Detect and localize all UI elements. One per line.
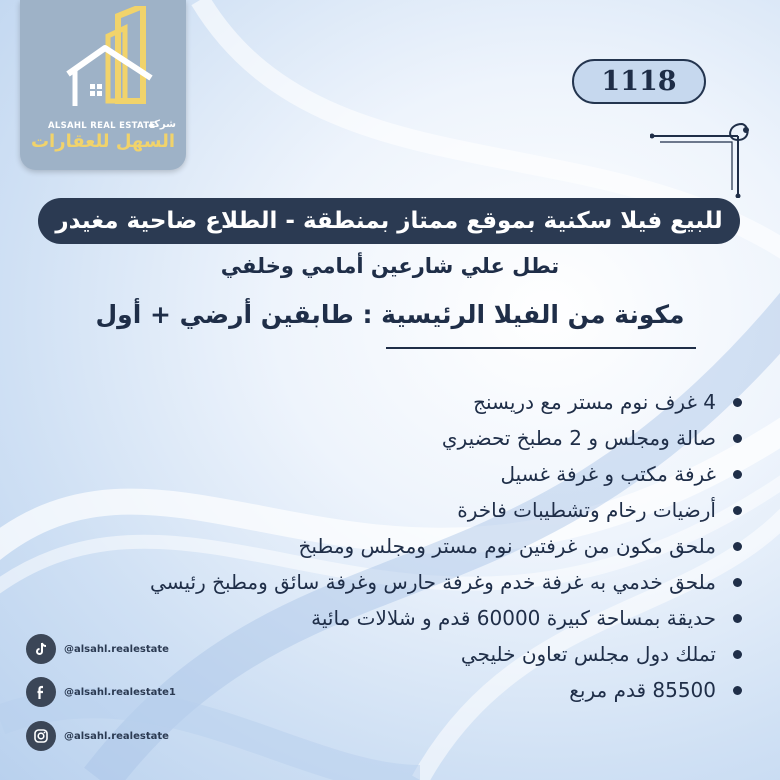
company-logo (20, 0, 186, 170)
social-instagram[interactable] (26, 721, 169, 751)
feature-text: غرفة مكتب و غرفة غسيل (500, 462, 716, 486)
feature-text: ملحق مكون من غرفتين نوم مستر ومجلس ومطبخ (298, 534, 716, 558)
corner-ornament-icon (650, 118, 770, 198)
bullet-icon (733, 542, 742, 551)
facebook-icon[interactable] (26, 677, 56, 707)
feature-text: أرضيات رخام وتشطيبات فاخرة (457, 498, 716, 522)
bullet-icon (733, 434, 742, 443)
subtitle-text: تطل علي شارعين أمامي وخلفي (220, 254, 560, 278)
list-item (182, 636, 742, 672)
list-item (182, 384, 742, 420)
bullet-icon (733, 686, 742, 695)
feature-text: صالة ومجلس و 2 مطبخ تحضيري (441, 426, 716, 450)
instagram-icon[interactable] (26, 721, 56, 751)
house-building-logo-icon (63, 6, 153, 116)
tiktok-handle[interactable]: @alsahl.realestate (64, 643, 169, 655)
bullet-icon (733, 578, 742, 587)
feature-text: ملحق خدمي به غرفة خدم وغرفة حارس وغرفة سائق ومطبخ رئيسي (149, 570, 716, 594)
bullet-icon (733, 650, 742, 659)
list-item (182, 528, 742, 564)
bullet-icon (733, 506, 742, 515)
divider-line (386, 347, 696, 349)
feature-text: تملك دول مجلس تعاون خليجي (460, 642, 716, 666)
list-item (182, 672, 742, 708)
feature-text: حديقة بمساحة كبيرة 60000 قدم و شلالات مائية (311, 606, 716, 630)
logo-arabic-name: السهل للعقارات (30, 131, 176, 152)
bullet-icon (733, 470, 742, 479)
instagram-handle[interactable]: @alsahl.realestate (64, 730, 169, 742)
features-list (149, 384, 742, 708)
tiktok-icon[interactable] (26, 634, 56, 664)
bullet-icon (733, 398, 742, 407)
reference-number-badge: 1118 (572, 59, 706, 104)
social-tiktok[interactable] (26, 634, 169, 664)
list-item (182, 600, 742, 636)
logo-english-name: ALSAHL REAL ESTATE (48, 121, 156, 131)
feature-text: 4 غرف نوم مستر مع دريسنج (473, 390, 716, 414)
list-item (182, 420, 742, 456)
list-item (182, 492, 742, 528)
logo-company-label: شركة (148, 119, 176, 130)
feature-text: 85500 قدم مربع (569, 678, 716, 702)
list-item (182, 456, 742, 492)
social-facebook[interactable] (26, 677, 176, 707)
headline-banner: للبيع فيلا سكنية بموقع ممتاز بمنطقة - الطلاع ضاحية مغيدر (38, 198, 740, 244)
facebook-handle[interactable]: @alsahl.realestate1 (64, 686, 176, 698)
composition-text: مكونة من الفيلا الرئيسية : طابقين أرضي + أول (95, 300, 685, 329)
list-item (149, 564, 742, 600)
bullet-icon (733, 614, 742, 623)
